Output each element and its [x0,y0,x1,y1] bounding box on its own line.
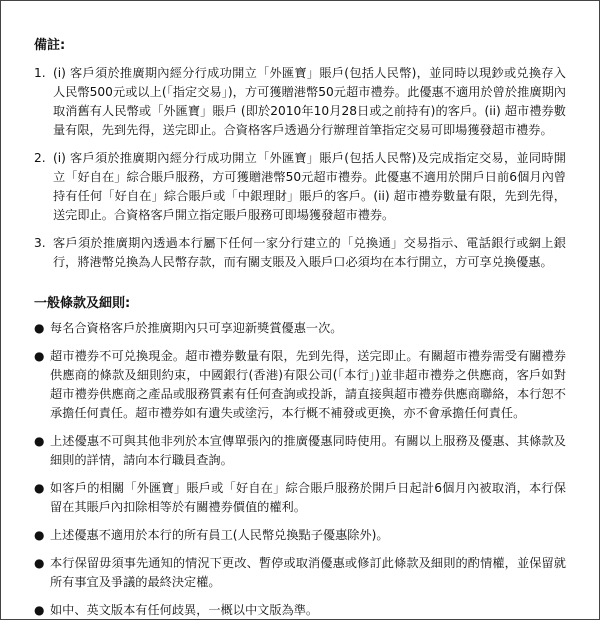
notes-title: 備註: [34,38,66,53]
term-item [34,601,566,620]
note-text: (i) 客戶須於推廣期內經分行成功開立「外匯寶」賬戶(包括人民幣)及完成指定交易，並同時開立「好自在」綜合賬戶服務，方可獲贈港幣50元超市禮券。此優惠不適用於開戶日前6個月內曾持有任何「好自在」綜合賬戶或「中銀理財」賬戶的客戶。(ii) 超市禮券數量有限，先到先得，送完即止。合資格客戶開立指定賬戶服務可即場獲發超市禮券。 [53,151,566,222]
term-item [34,526,566,545]
term-text: 超市禮券不可兑換現金。超市禮券數量有限，先到先得，送完即止。有關超市禮券需受有關禮券供應商的條款及細則約束，中國銀行(香港)有限公司(「本行」)並非超市禮券之供應商，客戶如對超市禮券供應商之產品或服務質素有任何查詢或投訴，請直接與超市禮券供應商聯絡，本行恕不承擔任何責任。超市禮券如有遺失或塗污，本行概不補發或更換，亦不會承擔任何責任。 [50,349,566,420]
note-text: (i) 客戶須於推廣期內經分行成功開立「外匯寶」賬戶(包括人民幣)，並同時以現鈔或兑換存入人民幣500元或以上(「指定交易」)，方可獲贈港幣50元超市禮券。此優惠不適用於曾於推廣期內取消舊有人民幣或「外匯寶」賬戶 (即於2010年10月28日或之前持有)的客戶。(ii) 超市禮券數量有限，先到先得，送完即止。合資格客戶透過分行辦理首筆指定交易可即場獲發超市禮券。 [53,66,566,137]
note-text: 客戶須於推廣期內透過本行屬下任何一家分行建立的「兑換通」交易指示、電話銀行或網上銀行，將港幣兑換為人民幣存款，而有關支賬及入賬戶口必須均在本行開立，方可享兑換優惠。 [53,236,566,269]
terms-list [34,319,566,620]
bullet-icon: ● [34,603,45,617]
note-number: 2. [34,151,46,165]
term-item [34,432,566,470]
bullet-icon: ● [34,528,45,542]
document-body [34,36,566,629]
term-text: 如客戶的相關「外匯寶」賬戶或「好自在」綜合賬戶服務於開戶日起計6個月內被取消，本行保留在其賬戶內扣除相等於有關禮券價值的權利。 [50,481,566,514]
bullet-icon: ● [34,434,45,448]
term-text: 本行保留毋須事先通知的情況下更改、暫停或取消優惠或修訂此條款及細則的酌情權，並保留就所有事宜及爭議的最終決定權。 [50,556,566,589]
term-item [34,479,566,517]
note-item [34,64,566,140]
note-item [34,149,566,225]
bullet-icon: ● [34,349,45,363]
bullet-icon: ● [34,321,45,335]
term-text: 上述優惠不可與其他非列於本宣傳單張內的推廣優惠同時使用。有關以上服務及優惠、其條款及細則的詳情，請向本行職員查詢。 [50,434,566,467]
note-number: 1. [34,66,46,80]
note-item [34,234,566,272]
term-text: 如中、英文版本有任何歧異，一概以中文版為準。 [50,603,319,617]
terms-title: 一般條款及細則: [34,296,131,311]
term-item [34,554,566,592]
notes-list [34,64,566,272]
bullet-icon: ● [34,556,45,570]
term-text: 上述優惠不適用於本行的所有員工(人民幣兑換點子優惠除外)。 [50,528,389,542]
bullet-icon: ● [34,481,45,495]
term-item [34,319,566,338]
term-text: 每名合資格客戶於推廣期內只可享迎新獎賞優惠一次。 [50,321,343,335]
note-number: 3. [34,236,46,250]
term-item [34,347,566,423]
